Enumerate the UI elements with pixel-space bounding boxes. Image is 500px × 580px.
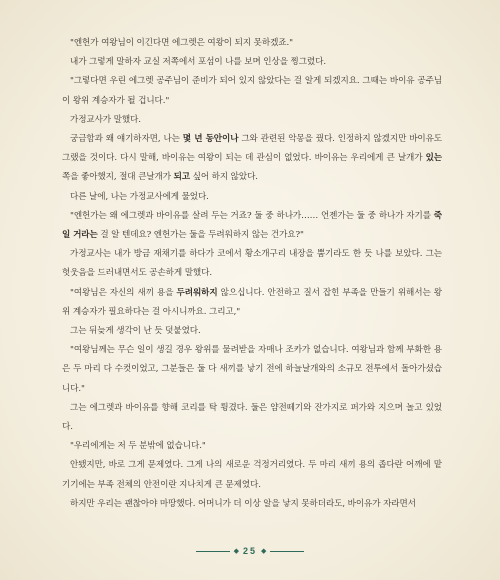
- paragraph: [62, 53, 442, 72]
- page-number: 25: [242, 546, 257, 556]
- text-run: 않으십니다. 안전하고 질서 잡힌 부족을 만들기 위해서는 왕위 계승자가 필요하다는 걸 아시니까요. 그리고,": [62, 287, 442, 317]
- text-run: 다른 날에, 나는 가정교사에게 물었다.: [70, 191, 209, 202]
- paragraph: [62, 111, 442, 130]
- footer-rule-right: [270, 551, 304, 552]
- paragraph: [62, 207, 442, 245]
- text-run: 그는 뒤늦게 생각이 난 듯 덧붙였다.: [70, 326, 201, 337]
- text-run: 궁금함과 왜 얘기하자면, 나는: [70, 134, 183, 145]
- ornament-left-icon: ◆: [233, 547, 239, 555]
- body-text: [62, 34, 442, 514]
- text-run: "여왕님은 자신의 새끼 용을: [70, 287, 177, 298]
- paragraph: [62, 322, 442, 341]
- text-run: "그렇다면 우린 에그렛 공주님이 준비가 되어 있지 않았다는 걸 알게 되겠지요. 그때는 바이유 공주님이 왕위 계승자가 될 겁니다.": [62, 76, 442, 106]
- emphasis-text: 두려워하지: [176, 287, 218, 298]
- text-run: 그와 관련된 악몽을 꿨다. 인정하지 않겠지만 바이유도 그랬을 것이다. 다시 말해, 바이유는 여왕이 되는 데 관심이 없었다. 바이유는 우리에게 큰 날개가: [62, 134, 443, 164]
- emphasis-text: 있는: [425, 153, 442, 164]
- text-run: 싶어 하지 않았다.: [189, 172, 258, 183]
- paragraph: [62, 495, 442, 514]
- text-run: 하지만 우리는 괜찮아야 마땅했다. 어머니가 더 이상 알을 낳지 못하더라도, 바이유가 자라면서: [70, 498, 416, 509]
- text-run: 안됐지만, 바로 그게 문제였다. 그게 나의 새로운 걱정거리였다. 두 마리 새끼 용의 좁다란 어깨에 맡기기에는 부족 전체의 안전이란 지나치게 큰 문제였다.: [62, 460, 442, 490]
- paragraph: [62, 34, 442, 53]
- paragraph: [62, 437, 442, 456]
- text-run: 쪽을 좋아했지, 절대 큰날개가: [62, 172, 174, 183]
- text-run: 가정교사는 내가 방금 재채기를 하다가 코에서 황소개구리 내장을 뿜기라도 한 듯 나를 보았다. 그는 헛웃음을 드러내면서도 공손하게 말했다.: [62, 249, 442, 279]
- ornament-right-icon: ◆: [261, 547, 267, 555]
- paragraph: [62, 72, 442, 110]
- emphasis-text: 되고: [173, 172, 190, 183]
- text-run: "우리에게는 저 두 분밖에 없습니다.": [70, 441, 206, 452]
- footer-rule-left: [196, 551, 230, 552]
- paragraph: [62, 130, 442, 188]
- text-run: 가정교사가 말했다.: [70, 114, 141, 125]
- paragraph: [62, 399, 442, 437]
- paragraph: [62, 456, 442, 494]
- paragraph: [62, 284, 442, 322]
- emphasis-text: 죽일 거라는: [62, 210, 442, 241]
- paragraph: [62, 245, 442, 283]
- paragraph: [62, 188, 442, 207]
- emphasis-text: 몇 년 동안이나: [182, 134, 239, 145]
- text-run: "엔헌가 여왕님이 이긴다면 에그렛은 여왕이 되지 못하겠죠.": [70, 38, 293, 48]
- text-run: 내가 그렇게 말하자 교실 저쪽에서 포섬이 나를 보며 인상을 찡그렸다.: [70, 57, 326, 68]
- text-run: 그는 에그렛과 바이유를 향해 코리를 탁 튕겼다. 둘은 얌전떼기와 잔가지로 퍼가와 지으며 놀고 있었다.: [62, 402, 442, 433]
- text-run: 걸 알 텐데요? 엔헌가는 둘을 두려워하지 않는 건가요?": [97, 230, 304, 241]
- page-footer: [0, 544, 500, 558]
- paragraph: [62, 341, 442, 399]
- text-run: "엔헌가는 왜 에그렛과 바이유를 살려 두는 거죠? 둘 중 하나가…… 언젠가는 둘 중 하나가 자기를: [70, 210, 434, 221]
- text-run: "여왕님께는 무슨 일이 생길 경우 왕위를 물려받을 자매나 조카가 없습니다. 여왕님과 함께 부화한 용은 두 마리 다 수컷이었고, 그분들은 둘 다 새끼를 낳기 전에 하늘날개와의 소규모 전투에서 돌아가셨습니다.": [62, 345, 442, 394]
